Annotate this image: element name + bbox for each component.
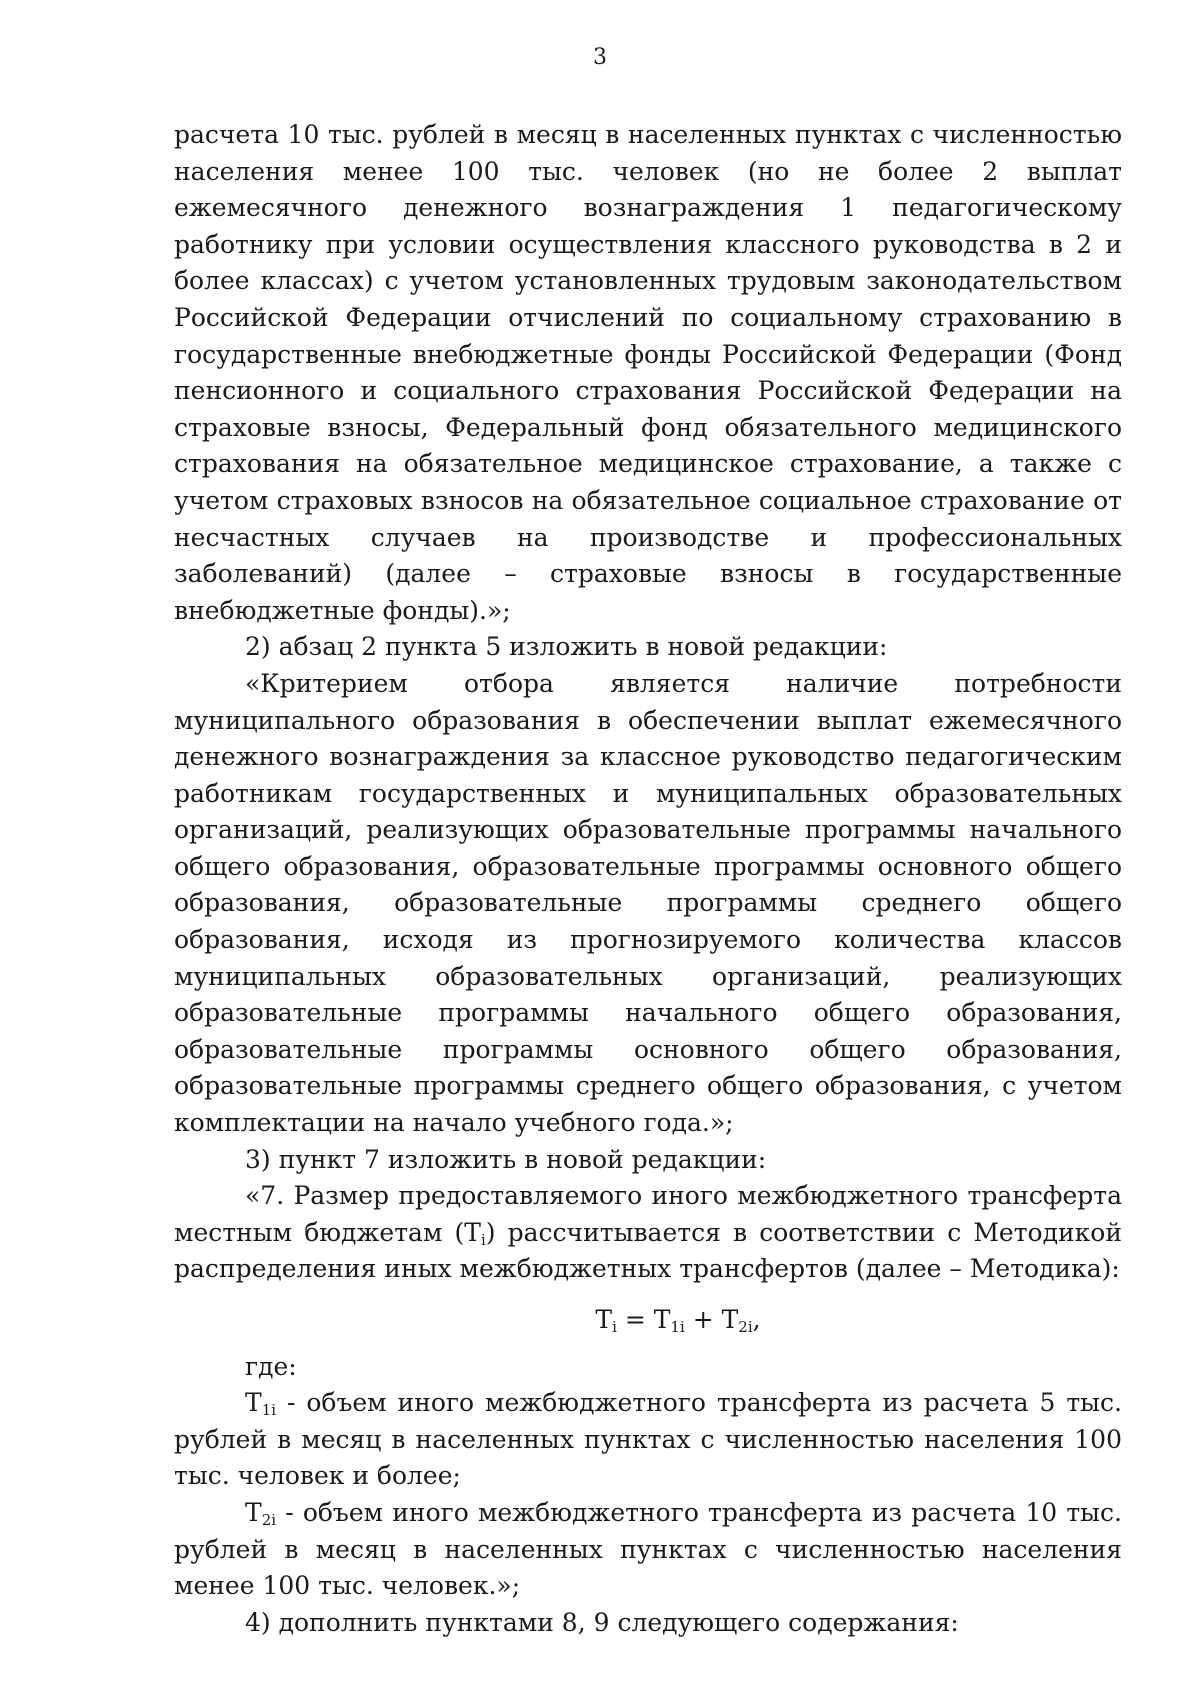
formula-eq: = T bbox=[616, 1305, 671, 1334]
paragraph-continuation: расчета 10 тыс. рублей в месяц в населенных пунктах с численностью населения менее 100 тыс. человек (но не более 2 выплат ежемесячного денежного вознаграждения 1 педагогическому работнику при условии осуществления классного руководства в 2 и более классах) с учетом установленных трудовым законодательством Российской Федерации отчислений по социальному страхованию в государственные внебюджетные фонды Российской Федерации (Фонд пенсионного и социального страхования Российской Федерации на страховые взносы, Федеральный фонд обязательного медицинского страхования на обязательное медицинское страхование, а также с учетом страховых взносов на обязательное социальное страхование от несчастных случаев на производстве и профессиональных заболеваний) (далее – страховые взносы в государственные внебюджетные фонды).»; bbox=[174, 120, 1122, 625]
formula-end: , bbox=[752, 1305, 761, 1334]
paragraph-t2i-definition bbox=[174, 1495, 1122, 1605]
page-number: 3 bbox=[593, 45, 607, 70]
paragraph-selection-criterion: «Критерием отбора является наличие потребности муниципального образования в обеспечении выплат ежемесячного денежного вознаграждения за классное руководство педагогическим работникам государственных и муниципальных образовательных организаций, реализующих образовательные программы начального общего образования, образовательные программы основного общего образования, образовательные программы среднего общего образования, исходя из прогнозируемого количества классов муниципальных образовательных организаций, реализующих образовательные программы начального общего образования, образовательные программы основного общего образования, образовательные программы среднего общего образования, с учетом комплектации на начало учебного года.»; bbox=[174, 668, 1122, 1138]
paragraph-item-7-text bbox=[174, 1178, 1122, 1288]
paragraph-item-2: 2) абзац 2 пункта 5 изложить в новой редакции: bbox=[245, 632, 888, 662]
paragraph-item-4: 4) дополнить пунктами 8, 9 следующего содержания: bbox=[245, 1607, 959, 1637]
formula-sub-1i: 1i bbox=[670, 1318, 685, 1336]
t2i-subscript: 2i bbox=[261, 1510, 277, 1529]
t2i-symbol: T bbox=[245, 1497, 262, 1527]
t1i-symbol: T bbox=[245, 1388, 262, 1418]
paragraph-where: где: bbox=[245, 1351, 297, 1381]
t2i-text: - объем иного межбюджетного трансферта из расчета 10 тыс. рублей в месяц в населенных пунктах с численностью населения менее 100 тыс. человек.»; bbox=[174, 1497, 1122, 1601]
document-body bbox=[174, 117, 1122, 1641]
item-7-text-before: «7. Размер предоставляемого иного межбюджетного трансферта местным бюджетам (T bbox=[174, 1181, 1122, 1247]
formula-sub-2i: 2i bbox=[738, 1318, 753, 1336]
paragraph-t1i-definition bbox=[174, 1385, 1122, 1495]
paragraph-item-3: 3) пункт 7 изложить в новой редакции: bbox=[245, 1144, 767, 1174]
formula-plus: + T bbox=[684, 1305, 739, 1334]
item-7-subscript: i bbox=[480, 1230, 486, 1249]
t1i-text: - объем иного межбюджетного трансферта из расчета 5 тыс. рублей в месяц в населенных пунктах с численностью населения 100 тыс. человек и более; bbox=[174, 1388, 1122, 1491]
formula-t: T bbox=[595, 1305, 613, 1334]
item-7-text-after: ) рассчитывается в соответствии с Методикой распределения иных межбюджетных трансфертов (далее – Методика): bbox=[174, 1217, 1122, 1284]
formula bbox=[174, 1302, 1122, 1339]
t1i-subscript: 1i bbox=[261, 1401, 277, 1420]
formula-sub-i: i bbox=[612, 1318, 617, 1336]
